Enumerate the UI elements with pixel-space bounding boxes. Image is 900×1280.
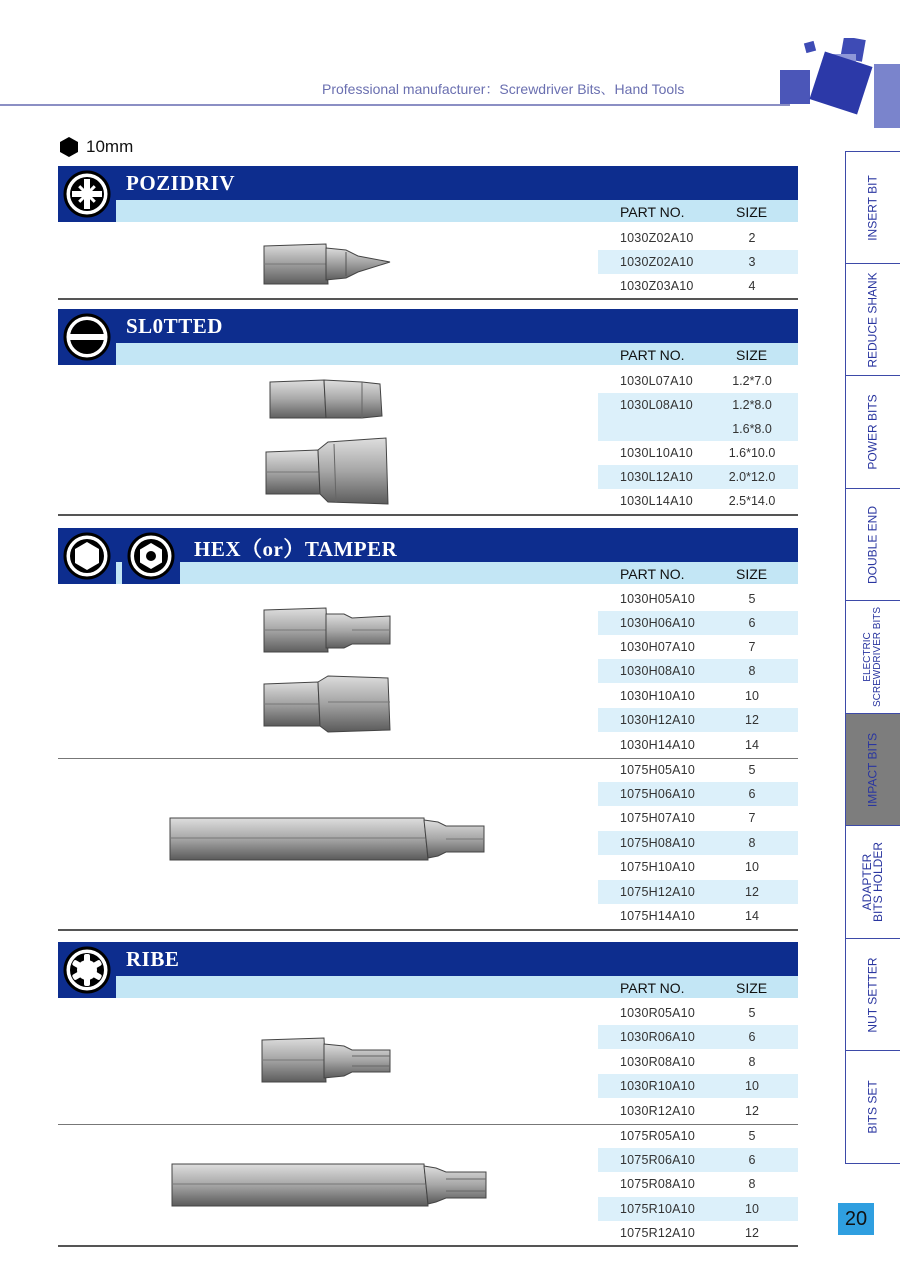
ribe-icon [58, 942, 116, 998]
table-row: 1030H14A10 14 [620, 738, 759, 752]
section-divider [58, 1245, 798, 1247]
tamper-icon [122, 528, 180, 584]
table-row: 1030H12A10 12 [598, 708, 798, 732]
section-title: HEX（or）TAMPER [194, 537, 398, 561]
size-header: SIZE [736, 347, 768, 363]
section-banner-hex [58, 528, 798, 584]
part-no-header: PART NO. [620, 980, 685, 996]
table-row: 1075R12A10 12 [620, 1226, 759, 1240]
table-row: 1030R08A10 8 [620, 1055, 756, 1069]
size-heading [58, 136, 133, 158]
pozidriv-bit-image [262, 238, 394, 290]
size-header: SIZE [736, 980, 768, 996]
table-row: 1030Z03A10 4 [620, 279, 756, 293]
part-no-header: PART NO. [620, 347, 685, 363]
hexagon-bullet-icon [58, 136, 80, 158]
section-banner-slotted [58, 309, 798, 365]
table-row: 1030Z02A10 2 [620, 231, 756, 245]
table-row: 1075H06A10 6 [598, 782, 798, 806]
section-divider [58, 514, 798, 516]
part-no-header: PART NO. [620, 566, 685, 582]
part-no-header: PART NO. [620, 204, 685, 220]
side-tab-bits-set[interactable]: BITS SET [845, 1050, 900, 1163]
side-tab-bottom-border [845, 1163, 900, 1164]
company-logo-graphic [768, 38, 900, 138]
side-tab-nut-setter[interactable]: NUT SETTER [845, 938, 900, 1050]
side-tab-adapter-bits-holder[interactable]: ADAPTER BITS HOLDER [845, 825, 900, 938]
table-row: 1030L08A10 1.2*8.0 1.6*8.0 [598, 393, 798, 441]
header-rule [0, 104, 790, 106]
table-row: 1030H10A10 10 [620, 689, 759, 703]
side-tab-electric-screwdriver-bits[interactable]: ELECTRIC SCREWDRIVER BITS [845, 600, 900, 713]
table-row: 1075H08A10 8 [598, 831, 798, 855]
table-row: 1030H05A10 5 [620, 592, 756, 606]
ribe-bit-long-image [166, 1158, 490, 1212]
section-divider [58, 929, 798, 931]
slotted-bit-small-image [266, 376, 386, 424]
table-row: 1075H10A10 10 [620, 860, 759, 874]
table-row: 1030Z02A10 3 [598, 250, 798, 274]
side-tab-double-end[interactable]: DOUBLE END [845, 488, 900, 600]
table-row: 1075H14A10 14 [620, 909, 759, 923]
table-row: 1075H12A10 12 [598, 880, 798, 904]
table-row: 1030L12A10 2.0*12.0 [598, 465, 798, 489]
table-row: 1030L14A10 2.5*14.0 [620, 494, 776, 508]
slotted-bit-large-image [262, 436, 390, 508]
side-tab-impact-bits[interactable]: IMPACT BITS [845, 713, 900, 825]
page-number: 20 [838, 1203, 874, 1235]
table-row: 1075R06A10 6 [598, 1148, 798, 1172]
hex-bit-long-image [166, 812, 490, 866]
size-header: SIZE [736, 204, 768, 220]
table-row: 1030L10A10 1.6*10.0 [620, 446, 776, 460]
side-tab-insert-bit[interactable]: INSERT BIT [845, 151, 900, 263]
slotted-icon [58, 309, 116, 365]
table-row: 1030R05A10 5 [620, 1006, 756, 1020]
section-divider [58, 298, 798, 300]
table-row: 1030R12A10 12 [620, 1104, 759, 1118]
section-title: RIBE [126, 947, 180, 971]
ribe-bit-small-image [260, 1034, 394, 1086]
size-header: SIZE [736, 566, 768, 582]
hex-bit-large-image [262, 674, 392, 736]
size-heading-text: 10mm [86, 137, 134, 156]
section-banner-ribe [58, 942, 798, 998]
section-banner-pozidriv [58, 166, 798, 222]
section-title: POZIDRIV [126, 171, 236, 195]
table-row: 1075H05A10 5 [620, 763, 756, 777]
hex-icon [58, 528, 116, 584]
side-tab-power-bits[interactable]: POWER BITS [845, 375, 900, 488]
table-row: 1030H06A10 6 [598, 611, 798, 635]
hex-bit-small-image [262, 604, 392, 656]
header-tagline: Professional manufacturer：Screwdriver Bits、Hand Tools [322, 81, 685, 97]
table-row: 1030R10A10 10 [598, 1074, 798, 1098]
table-row: 1030H08A10 8 [598, 659, 798, 683]
pozidriv-icon [58, 166, 116, 222]
table-row: 1030R06A10 6 [598, 1025, 798, 1049]
table-row: 1030H07A10 7 [620, 640, 756, 654]
table-row: 1075R10A10 10 [598, 1197, 798, 1221]
table-row: 1030L07A10 1.2*7.0 [620, 374, 772, 388]
table-row: 1075R05A10 5 [620, 1129, 756, 1143]
table-row: 1075R08A10 8 [620, 1177, 756, 1191]
side-tab-reduce-shank[interactable]: REDUCE SHANK [845, 263, 900, 375]
section-title: SL0TTED [126, 314, 223, 338]
table-row: 1075H07A10 7 [620, 811, 756, 825]
